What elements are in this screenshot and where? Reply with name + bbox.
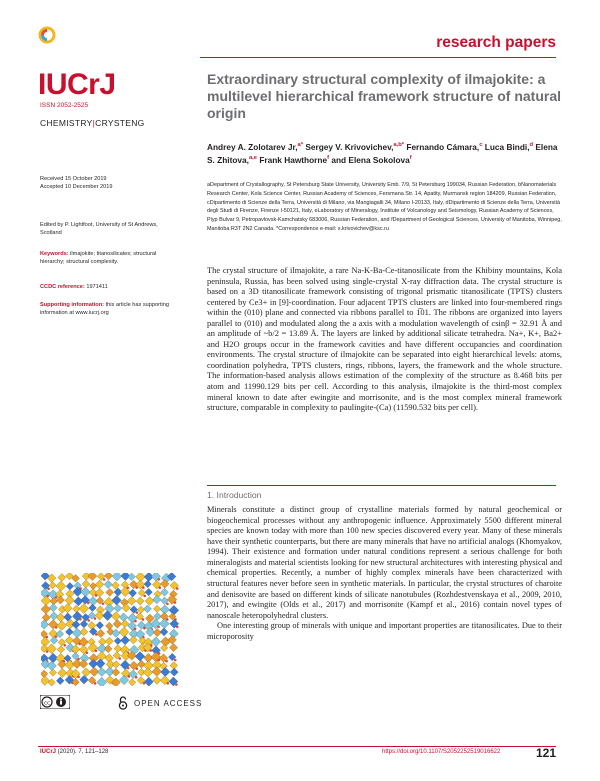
polyhedron bbox=[56, 596, 64, 604]
polyhedron bbox=[65, 636, 73, 644]
polyhedron bbox=[56, 677, 64, 685]
polyhedron bbox=[127, 597, 136, 606]
polyhedron bbox=[79, 660, 88, 669]
footer-citation bbox=[40, 749, 108, 755]
author-name: Fernando Cámara, bbox=[406, 142, 480, 152]
polyhedron bbox=[170, 643, 178, 651]
polyhedron bbox=[49, 669, 56, 676]
polyhedron bbox=[50, 637, 58, 645]
polyhedron bbox=[119, 627, 129, 637]
cation-atom bbox=[167, 682, 170, 685]
author-affiliation-mark: a* bbox=[297, 142, 304, 149]
polyhedron bbox=[169, 605, 179, 615]
cation-atom bbox=[55, 635, 58, 638]
polyhedron bbox=[144, 605, 152, 613]
polyhedron bbox=[144, 580, 151, 587]
polyhedron bbox=[41, 596, 51, 606]
cation-atom bbox=[46, 650, 49, 653]
polyhedron bbox=[41, 604, 51, 614]
author-affiliation-mark: d bbox=[529, 142, 534, 149]
polyhedron bbox=[73, 605, 80, 612]
supp-text[interactable]: this article has supporting information at www.iucrj.org bbox=[40, 302, 170, 316]
polyhedron bbox=[49, 604, 57, 612]
article-dates bbox=[40, 175, 180, 191]
cation-atom bbox=[135, 676, 138, 679]
cation-atom bbox=[79, 618, 82, 621]
polyhedron bbox=[82, 580, 90, 588]
cation-atom bbox=[142, 618, 145, 621]
polyhedron bbox=[137, 606, 144, 613]
cation-atom bbox=[55, 626, 58, 629]
polyhedron bbox=[161, 588, 169, 596]
received-date: Received 15 October 2019 bbox=[40, 176, 107, 182]
polyhedron bbox=[41, 637, 50, 647]
author-affiliation-mark: f bbox=[409, 155, 412, 162]
author-name: Elena Sokolova bbox=[348, 155, 410, 165]
author-conjunction: and bbox=[329, 155, 349, 165]
polyhedron bbox=[56, 613, 65, 622]
polyhedron bbox=[144, 677, 153, 686]
polyhedron bbox=[112, 668, 120, 676]
author-name: Elena S. Zhitova, bbox=[207, 142, 558, 165]
polyhedron bbox=[88, 621, 96, 629]
author-name: Andrey A. Zolotarev Jr, bbox=[207, 142, 298, 152]
intro-paragraph-2: One interesting group of minerals with unique and important properties are titanosilicates. Due to their microporosity bbox=[207, 621, 562, 641]
open-access-lock-icon bbox=[118, 696, 128, 710]
polyhedron bbox=[104, 573, 112, 580]
cation-atom bbox=[86, 651, 89, 654]
section-divider bbox=[207, 485, 556, 486]
author-affiliation-mark: c bbox=[479, 142, 483, 149]
supp-label: Supporting information: bbox=[40, 302, 105, 308]
accepted-date: Accepted 10 December 2019 bbox=[40, 184, 113, 190]
author-name: Frank Hawthorne bbox=[259, 155, 328, 165]
polyhedron bbox=[72, 628, 82, 638]
cation-atom bbox=[159, 586, 162, 589]
cation-atom bbox=[94, 682, 97, 685]
polyhedron bbox=[153, 595, 162, 604]
polyhedron bbox=[89, 604, 97, 612]
polyhedron bbox=[48, 679, 55, 686]
cation-atom bbox=[175, 683, 178, 686]
polyhedron bbox=[161, 637, 171, 647]
creative-commons-icon[interactable] bbox=[40, 695, 70, 709]
affiliations: aDepartment of Crystallography, St Petersburg State University, University Emb. 7/9, St Petersburg 199034, Russian Federation, bNanomaterials Research Center, Kola Science Center, Russian Academy of Sciences, Fersmana Str. 14, Apatity, Murmansk region 184209, Russian Federation, cDipartimento di Scienze della Terra, Università di Milano, via Mangiagalli 34, Milano I-20133, Italy, dDipartimento di Scienze della Terra, Università degli Studi di Firenze, Firenze I-50121, Italy, eLaboratory of Mineralogy, Institute of Volcanology and Seismology, Russian Academy of Sciences, Piyp Bulvar 9, Petropavlovsk-Kamchatsky 683006, Russian Federation, and fDepartment of Geological Sciences, University of Manitoba, Winnipeg, Manitoba R3T 2N2 Canada. *Correspondence e-mail: s.krivovichev@ksc.ru bbox=[207, 182, 562, 232]
polyhedron bbox=[138, 660, 146, 668]
author-name: Sergey V. Krivovichev, bbox=[305, 142, 394, 152]
polyhedron bbox=[95, 580, 104, 589]
polyhedron bbox=[114, 637, 121, 644]
author-affiliation-mark: f bbox=[327, 155, 330, 162]
polyhedron bbox=[57, 646, 65, 654]
polyhedron bbox=[161, 667, 170, 676]
cation-atom bbox=[166, 618, 169, 621]
cation-atom bbox=[94, 649, 97, 652]
polyhedron bbox=[104, 580, 112, 588]
cation-atom bbox=[134, 620, 137, 623]
subtitle-chemistry: CHEMISTRY bbox=[40, 118, 93, 128]
cation-atom bbox=[135, 667, 138, 670]
polyhedron bbox=[80, 620, 88, 628]
cation-atom bbox=[165, 660, 168, 663]
cation-atom bbox=[157, 625, 160, 628]
keywords-text: ilmajokite; titanosilicates; structural hierarchy; structural complexity. bbox=[40, 251, 157, 265]
edited-by: Edited by P. Lightfoot, University of St Andrews, Scotland bbox=[40, 222, 158, 236]
subtitle-separator: | bbox=[92, 118, 96, 128]
polyhedron bbox=[145, 597, 154, 606]
cation-atom bbox=[136, 611, 139, 614]
polyhedron bbox=[136, 597, 144, 605]
polyhedron bbox=[129, 589, 137, 597]
polyhedron bbox=[96, 621, 104, 629]
subtitle-crysteng: CRYSTENG bbox=[95, 118, 145, 128]
author-list bbox=[207, 141, 562, 167]
cation-atom bbox=[77, 676, 80, 679]
polyhedron bbox=[119, 613, 128, 622]
cation-atom bbox=[143, 595, 146, 598]
polyhedron bbox=[88, 596, 97, 605]
cation-atom bbox=[176, 625, 179, 628]
polyhedron bbox=[74, 597, 83, 606]
cation-atom bbox=[87, 619, 90, 622]
polyhedron bbox=[41, 620, 49, 629]
polyhedron bbox=[41, 676, 50, 686]
polyhedron bbox=[129, 636, 137, 644]
footer-divider bbox=[38, 746, 556, 747]
polyhedron bbox=[112, 595, 122, 605]
polyhedron bbox=[82, 668, 91, 677]
cation-atom bbox=[47, 587, 50, 590]
polyhedron bbox=[97, 629, 105, 637]
polyhedron bbox=[79, 604, 89, 614]
cation-atom bbox=[94, 617, 97, 620]
crossmark-icon[interactable] bbox=[38, 26, 56, 44]
ccdc-label: CCDC reference: bbox=[40, 284, 85, 290]
page-number: 121 bbox=[535, 746, 556, 760]
polyhedron bbox=[145, 588, 152, 595]
iucrj-logo[interactable]: IUCrJ bbox=[38, 68, 116, 101]
polyhedron bbox=[153, 605, 160, 612]
polyhedron bbox=[57, 621, 67, 631]
introduction-heading: 1. Introduction bbox=[207, 490, 262, 500]
polyhedron bbox=[104, 645, 112, 653]
cation-atom bbox=[158, 578, 161, 581]
polyhedron bbox=[49, 582, 56, 589]
polyhedron bbox=[66, 582, 74, 590]
footer-journal: IUCrJ bbox=[40, 749, 57, 755]
structure-pattern bbox=[41, 573, 179, 686]
polyhedron bbox=[170, 668, 178, 676]
cation-atom bbox=[103, 578, 106, 581]
polyhedron bbox=[152, 667, 162, 677]
svg-text:cc: cc bbox=[43, 700, 51, 707]
issn-label: ISSN 2052-2525 bbox=[40, 102, 89, 109]
polyhedron bbox=[135, 651, 145, 661]
cation-atom bbox=[118, 657, 121, 660]
polyhedron bbox=[121, 620, 129, 628]
polyhedron bbox=[112, 661, 120, 669]
cation-atom bbox=[55, 596, 58, 599]
cation-atom bbox=[176, 587, 179, 590]
polyhedron bbox=[114, 645, 122, 653]
polyhedron bbox=[50, 612, 58, 620]
introduction-body bbox=[207, 505, 562, 643]
cation-atom bbox=[102, 602, 105, 605]
author-affiliation-mark: a,e bbox=[248, 155, 258, 162]
ccdc-reference bbox=[40, 283, 180, 291]
polyhedron bbox=[114, 604, 122, 612]
cation-atom bbox=[158, 659, 161, 662]
polyhedron bbox=[129, 679, 136, 686]
abstract bbox=[207, 265, 562, 413]
polyhedron bbox=[47, 661, 56, 670]
crystal-structure-figure bbox=[41, 573, 179, 686]
polyhedron bbox=[160, 628, 168, 636]
cation-atom bbox=[142, 586, 145, 589]
journal-section-label: research papers bbox=[436, 34, 556, 51]
author-affiliation-mark: a,b* bbox=[393, 142, 405, 149]
author-name: Luca Bindi, bbox=[484, 142, 530, 152]
intro-paragraph-1: Minerals constitute a distinct group of crystalline materials formed by natural geochemical or biogeochemical processes without any anthropogenic influence. Approximately 5500 different mineral species are known today with more than 100 new species discovered every year. Many of these minerals have their synthetic counterparts, but there are many minerals that have no artificial analogs (Khomyakov, 1994). Their existence and formation under natural conditions represent a serious challenge for both mineralogists and material scientists looking for new structural architectures with interesting physical and chemical properties. Recently, a number of highly complex minerals have been characterized with structural features never before seen in synthetic materials. In particular, the crystal structures of charoite and denisovite are based on different kinds of silicate nanotubules (Rozhdestvenskaya et al., 2009, 2010, 2017), and ewingite (Olds et al., 2017) and morrisonite (Kampf et al., 2016) contain novel types of nanoscale heteropolyhedral clusters. bbox=[207, 505, 562, 620]
polyhedron bbox=[97, 652, 106, 661]
polyhedron bbox=[121, 636, 130, 645]
polyhedron bbox=[58, 668, 67, 677]
footer-volume: (2020). 7, 121–128 bbox=[56, 749, 109, 755]
polyhedron bbox=[88, 573, 97, 581]
cation-atom bbox=[127, 667, 130, 670]
cation-atom bbox=[166, 602, 169, 605]
polyhedron bbox=[96, 659, 106, 669]
cation-atom bbox=[127, 675, 130, 678]
polyhedron bbox=[113, 620, 122, 629]
polyhedron bbox=[97, 668, 106, 677]
polyhedron bbox=[105, 637, 113, 645]
polyhedron bbox=[65, 596, 74, 605]
polyhedron bbox=[170, 662, 178, 670]
cation-atom bbox=[174, 601, 177, 604]
polyhedron bbox=[80, 675, 89, 684]
keywords-label: Keywords: bbox=[40, 251, 69, 257]
footer-doi-link[interactable]: https://doi.org/10.1107/S2052252519016622 bbox=[382, 749, 501, 755]
polyhedron bbox=[80, 587, 90, 597]
ccdc-number[interactable]: 1971411 bbox=[86, 284, 108, 290]
polyhedron bbox=[97, 677, 107, 686]
polyhedron bbox=[106, 622, 113, 629]
polyhedron bbox=[143, 668, 152, 677]
polyhedron bbox=[65, 628, 73, 636]
journal-subtitle bbox=[40, 118, 145, 128]
polyhedron bbox=[58, 573, 66, 581]
polyhedron bbox=[119, 675, 129, 685]
header-divider bbox=[200, 57, 556, 58]
cation-atom bbox=[174, 659, 177, 662]
polyhedron bbox=[153, 676, 161, 684]
polyhedron bbox=[80, 628, 88, 636]
polyhedron bbox=[128, 573, 135, 580]
open-access-label: OPEN ACCESS bbox=[134, 699, 203, 708]
polyhedron bbox=[56, 581, 66, 591]
supporting-information bbox=[40, 301, 180, 317]
polyhedron bbox=[153, 628, 161, 636]
abstract-text: The crystal structure of ilmajokite, a rare Na-K-Ba-Ce-titanosilicate from the Khibiny mountains, Kola peninsula, Russia, has been solved using single-crystal X-ray diffraction data. The crystal structure is based on a 3D titanosilicate framework consisting of trigonal prismatic titanosilicate (TPTS) clusters centered by Ce3+ in [9]-coordination. Four adjacent TPTS clusters are linked into four-membered rings within the (010) plane and connected via ribbons parallel to 1̅01. The ribbons are organized into layers parallel to (010) and modulated along the a axis with a modulation wavelength of csinβ = 32.91 Å and an amplitude of ~b/2 = 13.89 Å. The layers are linked by additional silicate tetrahedra. Na+, K+, Ba2+ and H2O groups occur in the framework cavities and have different occupancies and coordination environments. The crystal structure of ilmajokite can be separated into eight hierarchical levels: atoms, coordination polyhedra, TPTS clusters, rings, ribbons, layers, the framework and the whole structure. The information-based analysis allows estimation of the complexity of the structure as 8.468 bits per atom and 11990.129 bits per cell. According to this analysis, ilmajokite is the third-most complex mineral known to date after ewingite and morrisonite, and is the most complex mineral framework structure, comparable in complexity to paulingite-(Ca) (11590.532 bits per cell). bbox=[207, 265, 562, 413]
polyhedron bbox=[106, 588, 114, 596]
keywords bbox=[40, 250, 180, 266]
polyhedron bbox=[112, 573, 122, 581]
polyhedron bbox=[111, 612, 120, 621]
article-title: Extraordinary structural complexity of ilmajokite: a multilevel hierarchical framework structure of natural origin bbox=[207, 71, 562, 121]
cation-atom bbox=[64, 644, 67, 647]
